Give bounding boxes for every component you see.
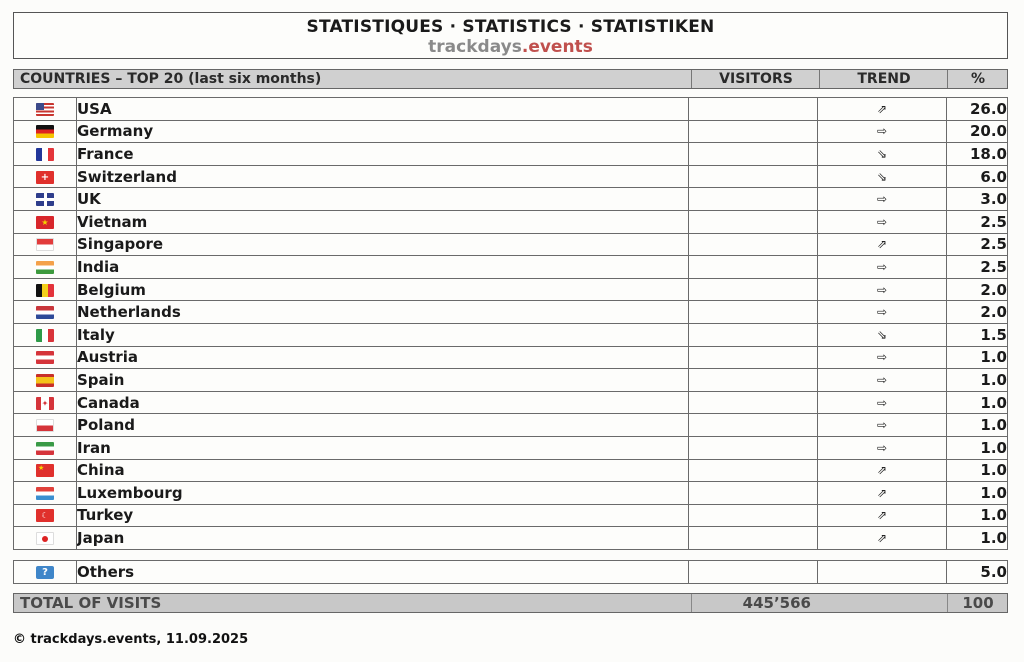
country-name: Spain (77, 369, 689, 392)
country-name: Austria (77, 346, 689, 369)
visitors-cell (689, 256, 818, 279)
trend-arrow-icon: ⇨ (818, 188, 947, 211)
flag-cell (14, 98, 77, 121)
flag-turkey-icon: ☾ (36, 509, 54, 522)
header-countries: COUNTRIES – TOP 20 (last six months) (20, 71, 322, 87)
visitors-cell (689, 369, 818, 392)
table-row (14, 414, 1008, 437)
table-row (14, 482, 1008, 505)
country-name: Switzerland (77, 165, 689, 188)
title-box (13, 12, 1008, 59)
trend-arrow-icon: ⇨ (818, 301, 947, 324)
visitors-cell (689, 188, 818, 211)
table-row (14, 369, 1008, 392)
flag-cell (14, 436, 77, 459)
table-row (14, 256, 1008, 279)
country-name: Others (77, 561, 689, 584)
flag-usa-icon (36, 103, 54, 116)
visitors-cell (689, 391, 818, 414)
trend-arrow-icon: ⇗ (818, 527, 947, 550)
visitors-cell (689, 233, 818, 256)
visitors-cell (689, 120, 818, 143)
trend-arrow-icon: ⇨ (818, 391, 947, 414)
table-row (14, 98, 1008, 121)
flag-china-icon: ★ (36, 464, 54, 477)
country-name: UK (77, 188, 689, 211)
brand-part-2: .events (521, 37, 593, 57)
flag-italy-icon (36, 329, 54, 342)
percent-value: 18.0 (947, 143, 1008, 166)
total-visitors: 445’566 (691, 594, 819, 612)
table-row (14, 346, 1008, 369)
country-name: India (77, 256, 689, 279)
flag-singapore-icon (36, 238, 54, 251)
trend-arrow-icon: ⇨ (818, 210, 947, 233)
percent-value: 2.0 (947, 301, 1008, 324)
percent-value: 1.0 (947, 504, 1008, 527)
flag-austria-icon (36, 351, 54, 364)
flag-cell (14, 256, 77, 279)
flag-poland-icon (36, 419, 54, 432)
country-name: Italy (77, 323, 689, 346)
flag-cell (14, 369, 77, 392)
flag-france-icon (36, 148, 54, 161)
brand-part-1: trackdays (428, 37, 522, 57)
country-name: Belgium (77, 278, 689, 301)
visitors-cell (689, 278, 818, 301)
flag-cell (14, 278, 77, 301)
country-name: Iran (77, 436, 689, 459)
flag-cell (14, 165, 77, 188)
trend-arrow-icon: ⇗ (818, 233, 947, 256)
country-name: Singapore (77, 233, 689, 256)
percent-value: 1.0 (947, 414, 1008, 437)
flag-luxembourg-icon (36, 487, 54, 500)
visitors-cell (689, 561, 818, 584)
trend-arrow-icon: ⇨ (818, 414, 947, 437)
table-row (14, 504, 1008, 527)
flag-cell (14, 188, 77, 211)
countries-table-body (14, 98, 1008, 550)
visitors-cell (689, 414, 818, 437)
table-row-others (14, 561, 1008, 584)
visitors-cell (689, 98, 818, 121)
table-row (14, 278, 1008, 301)
table-row (14, 210, 1008, 233)
country-name: France (77, 143, 689, 166)
trend-arrow-icon: ⇗ (818, 459, 947, 482)
table-row (14, 301, 1008, 324)
flag-belgium-icon (36, 284, 54, 297)
percent-value: 1.0 (947, 527, 1008, 550)
page-title: STATISTIQUES · STATISTICS · STATISTIKEN (306, 17, 715, 37)
flag-cell (14, 233, 77, 256)
flag-uk-icon (36, 193, 54, 206)
flag-cell (14, 323, 77, 346)
flag-cell (14, 143, 77, 166)
brand-name (14, 37, 1007, 57)
trend-arrow-icon: ⇘ (818, 143, 947, 166)
table-row (14, 391, 1008, 414)
flag-switzerland-icon: + (36, 171, 54, 184)
country-name: Vietnam (77, 210, 689, 233)
visitors-cell (689, 504, 818, 527)
percent-value: 3.0 (947, 188, 1008, 211)
table-row (14, 165, 1008, 188)
flag-cell (14, 391, 77, 414)
flag-cell (14, 504, 77, 527)
visitors-cell (689, 482, 818, 505)
flag-japan-icon (36, 532, 54, 545)
country-name: Luxembourg (77, 482, 689, 505)
total-row (13, 593, 1008, 613)
visitors-cell (689, 165, 818, 188)
percent-value: 2.5 (947, 210, 1008, 233)
trend-arrow-icon: ⇨ (818, 369, 947, 392)
flag-cell (14, 561, 77, 584)
table-row (14, 436, 1008, 459)
trend-arrow-icon: ⇨ (818, 120, 947, 143)
country-name: Turkey (77, 504, 689, 527)
flag-cell (14, 346, 77, 369)
trend-arrow-icon: ⇘ (818, 165, 947, 188)
flag-germany-icon (36, 125, 54, 138)
countries-table (13, 97, 1008, 550)
flag-netherlands-icon (36, 306, 54, 319)
percent-value: 1.0 (947, 369, 1008, 392)
visitors-cell (689, 436, 818, 459)
header-percent: % (947, 70, 1008, 88)
flag-spain-icon (36, 374, 54, 387)
percent-value: 2.5 (947, 233, 1008, 256)
visitors-cell (689, 527, 818, 550)
question-mark-icon: ? (36, 566, 54, 579)
total-percent: 100 (947, 594, 1008, 612)
total-label: TOTAL OF VISITS (20, 594, 162, 612)
table-row (14, 323, 1008, 346)
table-row (14, 143, 1008, 166)
flag-vietnam-icon: ★ (36, 216, 54, 229)
country-name: Canada (77, 391, 689, 414)
percent-value: 6.0 (947, 165, 1008, 188)
flag-cell (14, 120, 77, 143)
percent-value: 20.0 (947, 120, 1008, 143)
flag-india-icon (36, 261, 54, 274)
trend-arrow-icon: ⇨ (818, 346, 947, 369)
country-name: Germany (77, 120, 689, 143)
table-row (14, 233, 1008, 256)
country-name: USA (77, 98, 689, 121)
percent-value: 2.5 (947, 256, 1008, 279)
visitors-cell (689, 459, 818, 482)
percent-value: 1.5 (947, 323, 1008, 346)
table-row (14, 188, 1008, 211)
trend-arrow-icon: ⇨ (818, 256, 947, 279)
percent-value: 2.0 (947, 278, 1008, 301)
flag-cell (14, 459, 77, 482)
copyright-footer: © trackdays.events, 11.09.2025 (13, 632, 249, 647)
table-header (13, 69, 1008, 89)
flag-cell (14, 301, 77, 324)
trend-arrow-icon: ⇨ (818, 436, 947, 459)
visitors-cell (689, 346, 818, 369)
percent-value: 26.0 (947, 98, 1008, 121)
visitors-cell (689, 210, 818, 233)
flag-canada-icon: ✦ (36, 397, 54, 410)
trend-arrow-icon: ⇗ (818, 504, 947, 527)
header-trend: TREND (819, 70, 948, 88)
flag-cell (14, 482, 77, 505)
flag-cell (14, 210, 77, 233)
table-row (14, 527, 1008, 550)
country-name: Netherlands (77, 301, 689, 324)
trend-cell (818, 561, 947, 584)
visitors-cell (689, 301, 818, 324)
trend-arrow-icon: ⇨ (818, 278, 947, 301)
percent-value: 1.0 (947, 391, 1008, 414)
others-table (13, 560, 1008, 584)
percent-value: 5.0 (947, 561, 1008, 584)
trend-arrow-icon: ⇗ (818, 98, 947, 121)
visitors-cell (689, 323, 818, 346)
country-name: China (77, 459, 689, 482)
flag-iran-icon (36, 442, 54, 455)
trend-arrow-icon: ⇘ (818, 323, 947, 346)
flag-cell (14, 527, 77, 550)
percent-value: 1.0 (947, 346, 1008, 369)
percent-value: 1.0 (947, 482, 1008, 505)
flag-cell (14, 414, 77, 437)
percent-value: 1.0 (947, 459, 1008, 482)
country-name: Japan (77, 527, 689, 550)
table-row (14, 459, 1008, 482)
country-name: Poland (77, 414, 689, 437)
trend-arrow-icon: ⇗ (818, 482, 947, 505)
header-visitors: VISITORS (691, 70, 820, 88)
table-row (14, 120, 1008, 143)
visitors-cell (689, 143, 818, 166)
percent-value: 1.0 (947, 436, 1008, 459)
